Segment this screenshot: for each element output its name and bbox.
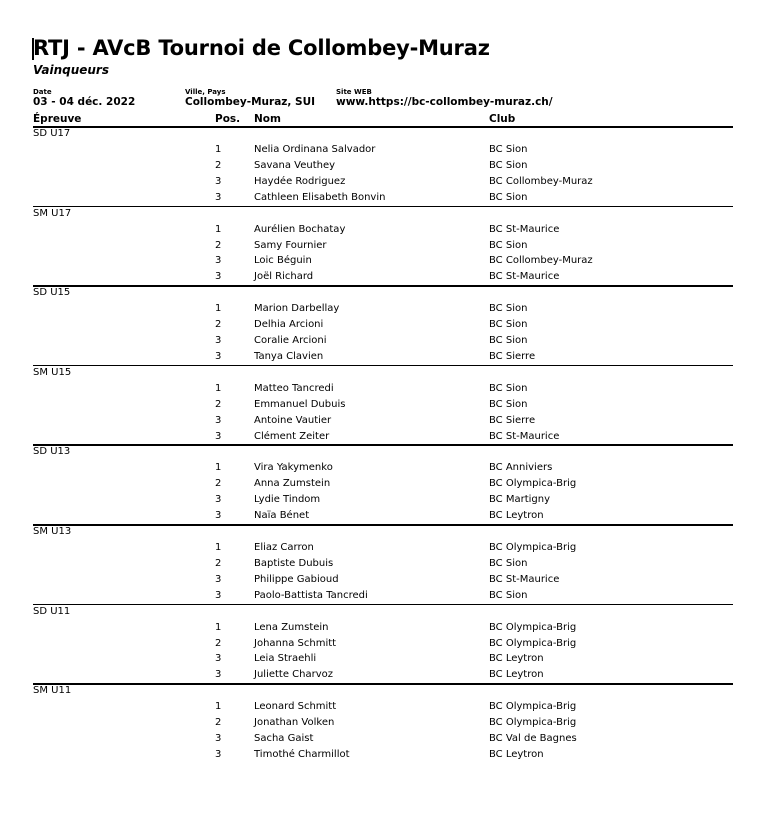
club-cell: BC Sion xyxy=(489,557,528,569)
web-label: Site WEB xyxy=(336,88,372,96)
position-cell: 1 xyxy=(215,701,222,713)
name-cell: Vira Yakymenko xyxy=(254,462,333,474)
name-cell: Leia Straehli xyxy=(254,653,317,665)
name-cell: Marion Darbellay xyxy=(254,303,340,315)
name-cell: Paolo-Battista Tancredi xyxy=(254,589,368,601)
table-row xyxy=(0,255,763,271)
section-rule xyxy=(33,444,733,446)
position-cell: 3 xyxy=(215,191,222,203)
position-cell: 1 xyxy=(215,382,222,394)
event-label: SM U15 xyxy=(33,366,72,378)
name-cell: Eliaz Carron xyxy=(254,542,314,553)
name-cell: Nelia Ordinana Salvador xyxy=(254,144,376,155)
club-cell: BC Val de Bagnes xyxy=(489,733,577,744)
position-cell: 1 xyxy=(215,542,222,553)
position-cell: 3 xyxy=(215,494,222,506)
name-cell: Anna Zumstein xyxy=(254,478,331,490)
club-cell: BC Sion xyxy=(489,398,528,410)
table-row xyxy=(0,415,763,431)
column-header-name: Nom xyxy=(254,113,281,125)
table-row xyxy=(0,383,763,399)
event-label: SM U17 xyxy=(33,207,72,219)
name-cell: Baptiste Dubuis xyxy=(254,557,334,569)
table-row xyxy=(0,701,763,717)
table-row xyxy=(0,319,763,335)
club-cell: BC Collombey-Muraz xyxy=(489,255,593,267)
club-cell: BC Leytron xyxy=(489,510,544,522)
event-label: SD U13 xyxy=(33,446,71,458)
club-cell: BC Martigny xyxy=(489,494,551,506)
city-label: Ville, Pays xyxy=(185,88,226,96)
table-row xyxy=(0,558,763,574)
table-row xyxy=(0,160,763,176)
position-cell: 1 xyxy=(215,223,222,235)
name-cell: Clément Zeiter xyxy=(254,430,330,442)
position-cell: 3 xyxy=(215,350,222,362)
club-cell: BC Sion xyxy=(489,239,528,251)
section-rule xyxy=(33,206,733,208)
table-row xyxy=(0,240,763,256)
club-cell: BC Sierre xyxy=(489,414,536,426)
club-cell: BC St-Maurice xyxy=(489,271,560,283)
position-cell: 3 xyxy=(215,430,222,442)
table-row xyxy=(0,335,763,351)
event-label: SD U17 xyxy=(33,128,71,139)
table-row xyxy=(0,176,763,192)
section-rule xyxy=(33,365,733,367)
name-cell: Timothé Charmillot xyxy=(254,748,350,760)
position-cell: 3 xyxy=(215,733,222,744)
club-cell: BC Sion xyxy=(489,319,528,331)
name-cell: Matteo Tancredi xyxy=(254,382,334,394)
event-label: SM U13 xyxy=(33,526,72,537)
name-cell: Leonard Schmitt xyxy=(254,701,337,713)
table-row xyxy=(0,303,763,319)
name-cell: Joël Richard xyxy=(254,271,314,283)
name-cell: Philippe Gabioud xyxy=(254,573,339,585)
club-cell: BC Sion xyxy=(489,335,528,346)
position-cell: 1 xyxy=(215,303,222,315)
position-cell: 2 xyxy=(215,398,222,410)
position-cell: 2 xyxy=(215,159,222,171)
table-row xyxy=(0,494,763,510)
date-label: Date xyxy=(33,88,52,96)
table-row xyxy=(0,224,763,240)
club-cell: BC Sion xyxy=(489,144,528,155)
club-cell: BC Olympica-Brig xyxy=(489,637,577,649)
section-rule xyxy=(33,604,733,606)
header-rule xyxy=(33,126,733,128)
web-value: www.https://bc-collombey-muraz.ch/ xyxy=(336,96,553,108)
position-cell: 3 xyxy=(215,335,222,346)
position-cell: 3 xyxy=(215,589,222,601)
club-cell: BC Olympica-Brig xyxy=(489,717,577,729)
club-cell: BC Sierre xyxy=(489,350,536,362)
column-header-club: Club xyxy=(489,113,516,125)
position-cell: 3 xyxy=(215,414,222,426)
name-cell: Haydée Rodriguez xyxy=(254,175,346,187)
table-row xyxy=(0,733,763,749)
section-rule xyxy=(33,524,733,526)
page-title: RTJ - AVcB Tournoi de Collombey-Muraz xyxy=(33,36,490,60)
position-cell: 2 xyxy=(215,239,222,251)
position-cell: 3 xyxy=(215,573,222,585)
club-cell: BC Leytron xyxy=(489,669,544,681)
event-label: SD U11 xyxy=(33,605,71,617)
name-cell: Juliette Charvoz xyxy=(254,669,334,681)
name-cell: Naïa Bénet xyxy=(254,510,310,522)
name-cell: Johanna Schmitt xyxy=(254,637,337,649)
name-cell: Tanya Clavien xyxy=(254,350,324,362)
page-subtitle: Vainqueurs xyxy=(33,63,109,77)
club-cell: BC Leytron xyxy=(489,748,544,760)
table-row xyxy=(0,462,763,478)
position-cell: 3 xyxy=(215,510,222,522)
name-cell: Aurélien Bochatay xyxy=(254,223,346,235)
name-cell: Lydie Tindom xyxy=(254,494,321,506)
table-row xyxy=(0,622,763,638)
club-cell: BC Leytron xyxy=(489,653,544,665)
club-cell: BC Sion xyxy=(489,382,528,394)
name-cell: Jonathan Volken xyxy=(254,717,335,729)
position-cell: 3 xyxy=(215,255,222,267)
position-cell: 3 xyxy=(215,175,222,187)
position-cell: 3 xyxy=(215,669,222,681)
table-row xyxy=(0,542,763,558)
section-rule xyxy=(33,683,733,685)
club-cell: BC Sion xyxy=(489,303,528,315)
event-label: SD U15 xyxy=(33,287,71,299)
name-cell: Cathleen Elisabeth Bonvin xyxy=(254,191,386,203)
position-cell: 1 xyxy=(215,621,222,633)
table-row xyxy=(0,717,763,733)
position-cell: 3 xyxy=(215,653,222,665)
name-cell: Delhia Arcioni xyxy=(254,319,324,331)
position-cell: 3 xyxy=(215,748,222,760)
table-row xyxy=(0,144,763,160)
table-row xyxy=(0,478,763,494)
club-cell: BC Collombey-Muraz xyxy=(489,175,593,187)
position-cell: 1 xyxy=(215,144,222,155)
club-cell: BC St-Maurice xyxy=(489,430,560,442)
position-cell: 3 xyxy=(215,271,222,283)
city-value: Collombey-Muraz, SUI xyxy=(185,96,316,108)
table-row xyxy=(0,574,763,590)
club-cell: BC Sion xyxy=(489,191,528,203)
position-cell: 1 xyxy=(215,462,222,474)
club-cell: BC Anniviers xyxy=(489,462,553,474)
name-cell: Lena Zumstein xyxy=(254,621,329,633)
position-cell: 2 xyxy=(215,319,222,331)
table-row xyxy=(0,653,763,669)
position-cell: 2 xyxy=(215,478,222,490)
club-cell: BC Sion xyxy=(489,159,528,171)
name-cell: Samy Fournier xyxy=(254,239,327,251)
position-cell: 2 xyxy=(215,637,222,649)
club-cell: BC St-Maurice xyxy=(489,573,560,585)
name-cell: Antoine Vautier xyxy=(254,414,332,426)
club-cell: BC Olympica-Brig xyxy=(489,621,577,633)
date-value: 03 - 04 déc. 2022 xyxy=(33,96,136,108)
column-header-event: Épreuve xyxy=(33,113,82,125)
table-row xyxy=(0,749,763,765)
position-cell: 2 xyxy=(215,557,222,569)
table-row xyxy=(0,638,763,654)
column-header-pos: Pos. xyxy=(215,113,241,125)
name-cell: Emmanuel Dubuis xyxy=(254,398,346,410)
club-cell: BC Olympica-Brig xyxy=(489,478,577,490)
club-cell: BC Olympica-Brig xyxy=(489,542,577,553)
table-row xyxy=(0,399,763,415)
position-cell: 2 xyxy=(215,717,222,729)
name-cell: Savana Veuthey xyxy=(254,159,336,171)
club-cell: BC St-Maurice xyxy=(489,223,560,235)
name-cell: Sacha Gaist xyxy=(254,733,314,744)
name-cell: Loic Béguin xyxy=(254,255,312,267)
club-cell: BC Sion xyxy=(489,589,528,601)
event-label: SM U11 xyxy=(33,685,72,697)
club-cell: BC Olympica-Brig xyxy=(489,701,577,713)
section-rule xyxy=(33,285,733,287)
name-cell: Coralie Arcioni xyxy=(254,335,327,346)
